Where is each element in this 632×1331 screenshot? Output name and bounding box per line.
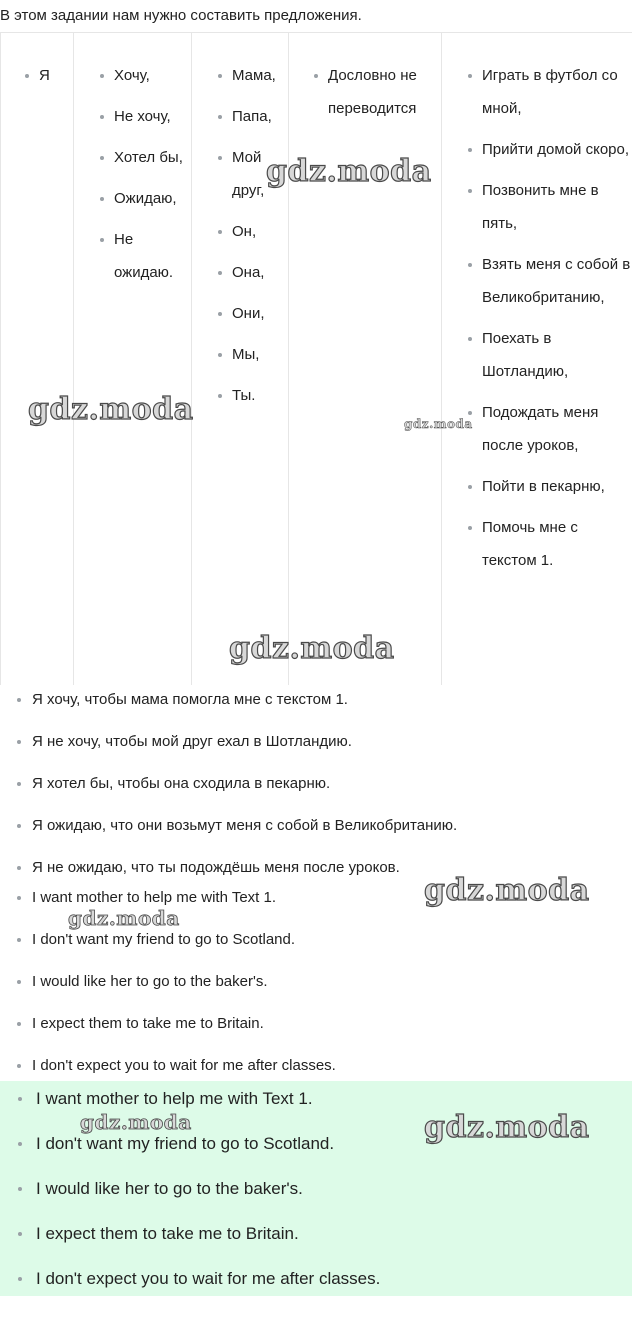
list-item: Пойти в пекарню, [466,470,632,503]
list-item: I would like her to go to the baker's. [0,1178,632,1223]
list-item: Мой друг, [216,141,289,207]
list-item: I expect them to take me to Britain. [0,1223,632,1268]
list-item: Я хотел бы, чтобы она сходила в пекарню. [0,774,632,816]
list-item: Помочь мне с текстом 1. [466,511,632,577]
list-item: Играть в футбол со мной, [466,59,632,125]
list-item: Ожидаю, [98,182,192,215]
list-item: Позвонить мне в пять, [466,174,632,240]
watermark: gdz.moda [229,631,395,666]
word-table [0,32,632,685]
list-item: I want mother to help me with Text 1. [0,888,632,930]
list-item: I don't expect you to wait for me after classes. [0,1056,632,1098]
list-item: Не хочу, [98,100,192,133]
watermark: gdz.moda [80,1110,192,1134]
table-column-subject [0,33,74,685]
watermark: gdz.moda [266,154,432,189]
list-item: Прийти домой скоро, [466,133,632,166]
answer-box [0,1081,632,1296]
list-item: Папа, [216,100,289,133]
list-item: Взять меня с собой в Великобританию, [466,248,632,314]
list-item: I want mother to help me with Text 1. [0,1088,632,1133]
list-item: Я [23,59,74,92]
table-column-verb [73,33,192,685]
list-item: I don't want my friend to go to Scotland. [0,930,632,972]
list-item: Подождать меня после уроков, [466,396,632,462]
list-item: Поехать в Шотландию, [466,322,632,388]
list-item: Я не ожидаю, что ты подождёшь меня после уроков. [0,858,632,900]
list-item: Он, [216,215,289,248]
task-intro: В этом задании нам нужно составить предложения. [0,7,362,24]
russian-sentence-list [0,690,632,900]
list-item: Я хочу, чтобы мама помогла мне с текстом 1. [0,690,632,732]
watermark: gdz.moda [68,906,180,930]
table-column-note [288,33,442,685]
watermark: gdz.moda [424,1110,590,1145]
list-item: Она, [216,256,289,289]
table-column-action [441,33,632,685]
list-item: Я не хочу, чтобы мой друг ехал в Шотландию. [0,732,632,774]
list-item: I would like her to go to the baker's. [0,972,632,1014]
list-item: I don't want my friend to go to Scotland. [0,1133,632,1178]
watermark: gdz.moda [424,873,590,908]
list-item: Дословно не переводится [312,59,442,125]
list-item: I expect them to take me to Britain. [0,1014,632,1056]
list-item: Хочу, [98,59,192,92]
list-item: Ты. [216,379,289,412]
watermark: gdz.moda [28,392,194,427]
list-item: Они, [216,297,289,330]
list-item: Мы, [216,338,289,371]
list-item: Не ожидаю. [98,223,192,289]
table-column-object [191,33,289,685]
list-item: I don't expect you to wait for me after classes. [0,1268,632,1313]
list-item: Я ожидаю, что они возьмут меня с собой в Великобританию. [0,816,632,858]
watermark: gdz.moda [404,417,473,431]
list-item: Мама, [216,59,289,92]
english-sentence-list [0,888,632,1098]
list-item: Хотел бы, [98,141,192,174]
